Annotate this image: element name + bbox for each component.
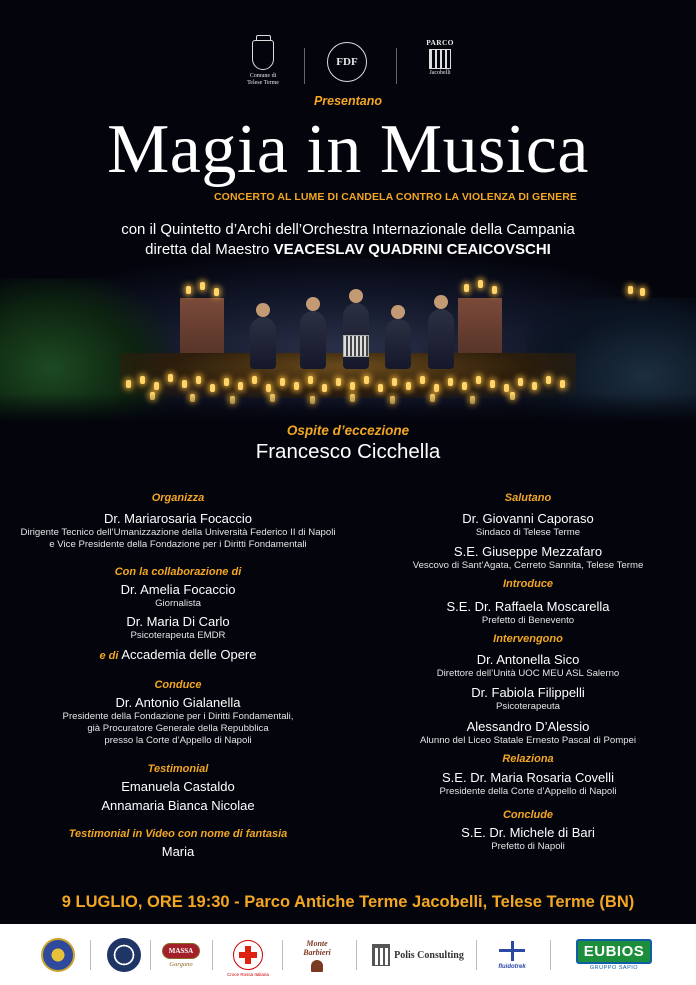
credit-desc: Presidente della Fondazione per i Diritti Fondamentali, — [62, 711, 294, 722]
candle — [628, 286, 633, 294]
partner-logos-top — [0, 38, 696, 98]
candle — [350, 382, 355, 390]
event-date-venue: 9 LUGLIO, ORE 19:30 - Parco Antiche Terme Jacobelli, Telese Terme (BN) — [61, 893, 635, 911]
candle — [308, 376, 313, 384]
candle — [238, 382, 243, 390]
candle — [186, 286, 191, 294]
role-conduce: Conduce — [154, 679, 202, 691]
candle — [168, 374, 173, 382]
candle — [210, 384, 215, 392]
credit-desc: Dirigente Tecnico dell’Umanizzazione della Università Federico II di Napoli — [20, 527, 336, 538]
credit-desc: già Procuratore Generale della Repubblica — [87, 723, 269, 734]
candle — [280, 378, 285, 386]
candle — [214, 288, 219, 296]
event-subtitle: CONCERTO AL LUME DI CANDELA CONTRO LA VIOLENZA DI GENERE — [214, 191, 577, 203]
credit-name: S.E. Dr. Michele di Bari — [461, 825, 595, 840]
candle — [492, 286, 497, 294]
candle — [464, 284, 469, 292]
candle — [126, 380, 131, 388]
role-organizza: Organizza — [151, 492, 205, 504]
temple-icon — [372, 944, 390, 966]
credit-desc: Vescovo di Sant’Agata, Cerreto Sannita, Telese Terme — [412, 560, 644, 571]
crest-icon — [252, 40, 274, 70]
conductor-name: VEACESLAV QUADRINI CEAICOVSCHI — [273, 241, 551, 258]
comune-logo — [238, 38, 288, 87]
sponsor-logo — [104, 936, 144, 974]
fdf-logo — [327, 38, 369, 82]
role-relaziona: Relaziona — [502, 753, 554, 765]
sponsor-divider — [150, 940, 151, 970]
role-salutano: Salutano — [504, 492, 552, 504]
sponsor-divider — [356, 940, 357, 970]
candle — [640, 288, 645, 296]
comune-caption: Comune di Telese Terme — [247, 73, 279, 86]
logo-divider — [304, 48, 305, 84]
credit-desc: Alunno del Liceo Statale Ernesto Pascal di Pompei — [420, 735, 636, 746]
credit-name: S.E. Dr. Maria Rosaria Covelli — [442, 770, 614, 785]
credit-name: S.E. Giuseppe Mezzafaro — [453, 544, 603, 559]
sponsor-logo-fluidotrek: fluidotrek — [490, 936, 534, 974]
candle — [434, 384, 439, 392]
credit-desc: e Vice Presidente della Fondazione per i Diritti Fondamentali — [49, 539, 307, 550]
credit-desc: Prefetto di Benevento — [481, 615, 575, 626]
sponsor-divider — [212, 940, 213, 970]
candle — [406, 382, 411, 390]
bell-icon — [311, 960, 323, 972]
sponsor-logo-red-cross: Croce Rossa Italiana — [218, 936, 278, 974]
event-title: Magia in Musica — [107, 111, 589, 188]
ensemble-line: con il Quintetto d’Archi dell’Orchestra Internazionale della Campania — [121, 221, 575, 238]
candle — [476, 376, 481, 384]
sponsor-footer — [0, 924, 696, 985]
credit-desc: Psicoterapeuta — [496, 701, 560, 712]
ensemble-name: Quintetto d’Archi dell’Orchestra Internazionale della Campania — [160, 221, 575, 238]
credit-name: Dr. Fabiola Filippelli — [471, 685, 585, 700]
sponsor-logo-eubios: EUBIOS GRUPPO SAPIO — [568, 936, 660, 974]
credit-name: Dr. Antonella Sico — [476, 652, 580, 667]
sponsor-logo — [36, 936, 80, 974]
credit-name: Emanuela Castaldo — [121, 779, 235, 794]
credit-name: Dr. Antonio Gialanella — [115, 695, 241, 710]
candle — [532, 382, 537, 390]
candle — [448, 378, 453, 386]
role-testimonial: Testimonial — [147, 763, 209, 775]
candle — [140, 376, 145, 384]
presents-label: Presentano — [313, 94, 383, 108]
sponsor-divider — [476, 940, 477, 970]
photo-fade — [0, 393, 696, 423]
credit-desc: Sindaco di Telese Terme — [475, 527, 581, 538]
credit-name: e di Accademia delle Opere — [99, 647, 257, 662]
credits-right — [372, 492, 684, 853]
conductor-line: diretta dal Maestro VEACESLAV QUADRINI CEAICOVSCHI — [145, 241, 551, 258]
credit-name: Dr. Maria Di Carlo — [126, 614, 230, 629]
parco-logo: PARCO Jacobelli — [426, 38, 454, 76]
red-cross-icon — [233, 940, 263, 970]
credit-desc: Direttore dell’Unità UOC MEU ASL Salerno — [436, 668, 620, 679]
sponsor-divider — [90, 940, 91, 970]
candle — [266, 384, 271, 392]
fdf-seal: FDF — [327, 42, 367, 82]
candle — [478, 280, 483, 288]
guest-name: Francesco Cicchella — [255, 440, 441, 463]
candle — [322, 384, 327, 392]
role-testimonial-video: Testimonial in Video con nome di fantasia — [68, 828, 288, 840]
credit-desc: Presidente della Corte d’Appello di Napoli — [439, 786, 617, 797]
candle — [518, 378, 523, 386]
candle — [560, 380, 565, 388]
logo-divider — [396, 48, 397, 84]
credit-desc: Prefetto di Napoli — [491, 841, 565, 852]
candle — [154, 382, 159, 390]
candle — [392, 378, 397, 386]
credit-name: Maria — [161, 844, 195, 859]
credit-name: Dr. Amelia Focaccio — [120, 582, 236, 597]
candle — [490, 380, 495, 388]
role-conclude: Conclude — [502, 809, 554, 821]
credit-name: Annamaria Bianca Nicolae — [101, 798, 255, 813]
credit-name: Dr. Giovanni Caporaso — [462, 511, 594, 526]
candle — [420, 376, 425, 384]
sponsor-divider — [282, 940, 283, 970]
sponsor-logo-polis: Polis Consulting — [372, 936, 464, 974]
credit-desc: Giornalista — [155, 598, 201, 609]
sponsor-logo-monte-barbieri: Monte Barbieri — [290, 936, 344, 974]
guest-label: Ospite d’eccezione — [286, 423, 410, 438]
role-intervengono: Intervengono — [493, 633, 563, 645]
credit-name: Dr. Mariarosaria Focaccio — [103, 511, 253, 526]
role-collaborazione: Con la collaborazione di — [114, 566, 242, 578]
candle — [182, 380, 187, 388]
credit-desc: presso la Corte d’Appello di Napoli — [104, 735, 252, 746]
credit-name: Alessandro D’Alessio — [466, 719, 590, 734]
candle — [364, 376, 369, 384]
candle — [462, 382, 467, 390]
candle — [200, 282, 205, 290]
cross-icon — [499, 941, 525, 961]
candle — [196, 376, 201, 384]
candle — [546, 376, 551, 384]
seal-icon — [107, 938, 141, 972]
candle — [336, 378, 341, 386]
credit-name: S.E. Dr. Raffaela Moscarella — [446, 599, 610, 614]
sponsor-divider — [550, 940, 551, 970]
credits-left — [8, 492, 348, 860]
colonnade-icon — [429, 49, 451, 69]
candle — [294, 382, 299, 390]
sponsor-logo-massa: MASSA Gargano — [158, 936, 204, 974]
role-introduce: Introduce — [502, 578, 554, 590]
candle — [252, 376, 257, 384]
concert-photo — [0, 258, 696, 423]
candle — [504, 384, 509, 392]
candle — [224, 378, 229, 386]
credit-desc: Psicoterapeuta EMDR — [130, 630, 226, 641]
seal-icon — [41, 938, 75, 972]
candle — [378, 384, 383, 392]
